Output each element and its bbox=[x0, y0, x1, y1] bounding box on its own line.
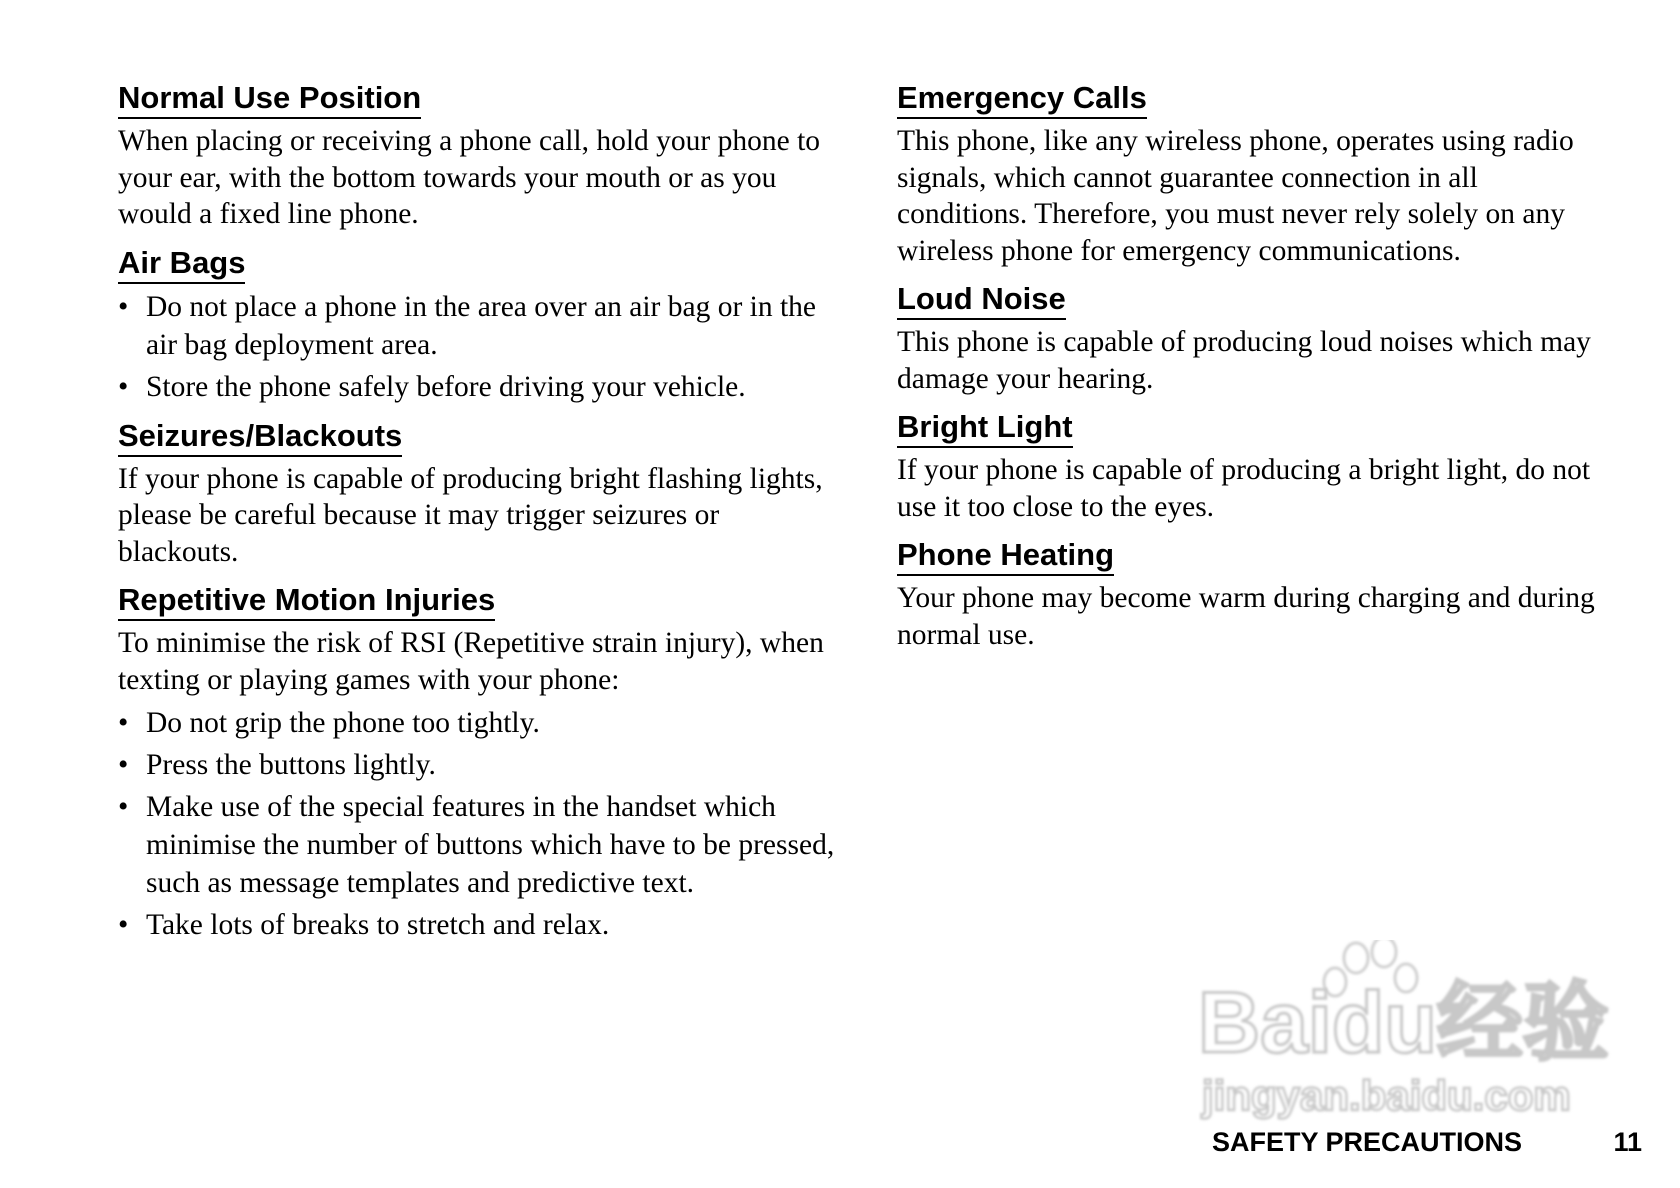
page-footer bbox=[1212, 1124, 1642, 1160]
bullet-icon: • bbox=[118, 791, 129, 823]
text-bright-light: If your phone is capable of producing a bright light, do not use it too close to the eyes. bbox=[897, 454, 1591, 523]
footer-section-name: SAFETY PRECAUTIONS bbox=[1212, 1127, 1523, 1157]
bullet-icon: • bbox=[118, 370, 129, 403]
list-item bbox=[118, 906, 838, 944]
list-item-text: Store the phone safely before driving your vehicle. bbox=[146, 370, 746, 403]
bullet-icon: • bbox=[118, 749, 129, 781]
section-normal-use-position bbox=[118, 80, 838, 233]
list-item-text: Do not place a phone in the area over an air bag or in the air bag deployment area. bbox=[146, 290, 817, 361]
text-emergency-calls: This phone, like any wireless phone, operates using radio signals, which cannot guarantee connection in all conditions. Therefore, you must never rely solely on any wireless phone for emergency communications. bbox=[897, 125, 1574, 267]
section-phone-heating bbox=[897, 537, 1609, 653]
section-seizures-blackouts bbox=[118, 418, 838, 571]
list-item bbox=[118, 788, 838, 902]
watermark-brand: Baidu经验 bbox=[1198, 975, 1609, 1071]
text-loud-noise: This phone is capable of producing loud noises which may damage your hearing. bbox=[897, 326, 1591, 395]
text-seizures-blackouts: If your phone is capable of producing bright flashing lights, please be careful because it may trigger seizures or blackouts. bbox=[118, 462, 823, 568]
right-column bbox=[897, 80, 1609, 665]
section-emergency-calls bbox=[897, 80, 1609, 269]
bullet-icon: • bbox=[118, 909, 129, 941]
list-item-text: Take lots of breaks to stretch and relax. bbox=[146, 909, 610, 941]
heading-normal-use-position: Normal Use Position bbox=[118, 80, 421, 119]
bullet-icon: • bbox=[118, 290, 129, 323]
list-item-text: Do not grip the phone too tightly. bbox=[146, 707, 540, 739]
section-repetitive-motion-injuries bbox=[118, 582, 838, 944]
section-bright-light bbox=[897, 409, 1609, 525]
heading-phone-heating: Phone Heating bbox=[897, 537, 1114, 576]
heading-emergency-calls: Emergency Calls bbox=[897, 80, 1147, 119]
page-number: 11 bbox=[1613, 1127, 1642, 1157]
section-loud-noise bbox=[897, 281, 1609, 397]
rsi-list bbox=[118, 704, 838, 944]
left-column bbox=[118, 80, 838, 956]
heading-seizures-blackouts: Seizures/Blackouts bbox=[118, 418, 402, 457]
text-repetitive-motion-injuries: To minimise the risk of RSI (Repetitive strain injury), when texting or playing games with your phone: bbox=[118, 627, 824, 696]
list-item bbox=[118, 288, 838, 364]
air-bags-list bbox=[118, 288, 838, 406]
section-air-bags bbox=[118, 245, 838, 406]
bullet-icon: • bbox=[118, 707, 129, 739]
heading-air-bags: Air Bags bbox=[118, 245, 245, 284]
text-phone-heating: Your phone may become warm during charging and during normal use. bbox=[897, 582, 1595, 651]
watermark-url: jingyan.baidu.com bbox=[1202, 1072, 1571, 1119]
list-item bbox=[118, 368, 838, 406]
heading-loud-noise: Loud Noise bbox=[897, 281, 1066, 320]
heading-bright-light: Bright Light bbox=[897, 409, 1073, 448]
baidu-watermark-logo bbox=[1198, 940, 1618, 1130]
text-normal-use-position: When placing or receiving a phone call, hold your phone to your ear, with the bottom towards your mouth or as you would a fixed line phone. bbox=[118, 125, 821, 230]
heading-repetitive-motion-injuries: Repetitive Motion Injuries bbox=[118, 582, 495, 621]
list-item bbox=[118, 704, 838, 742]
list-item-text: Press the buttons lightly. bbox=[146, 749, 436, 781]
list-item-text: Make use of the special features in the handset which minimise the number of buttons which have to be pressed, such as message templates and predictive text. bbox=[146, 791, 835, 899]
list-item bbox=[118, 746, 838, 784]
